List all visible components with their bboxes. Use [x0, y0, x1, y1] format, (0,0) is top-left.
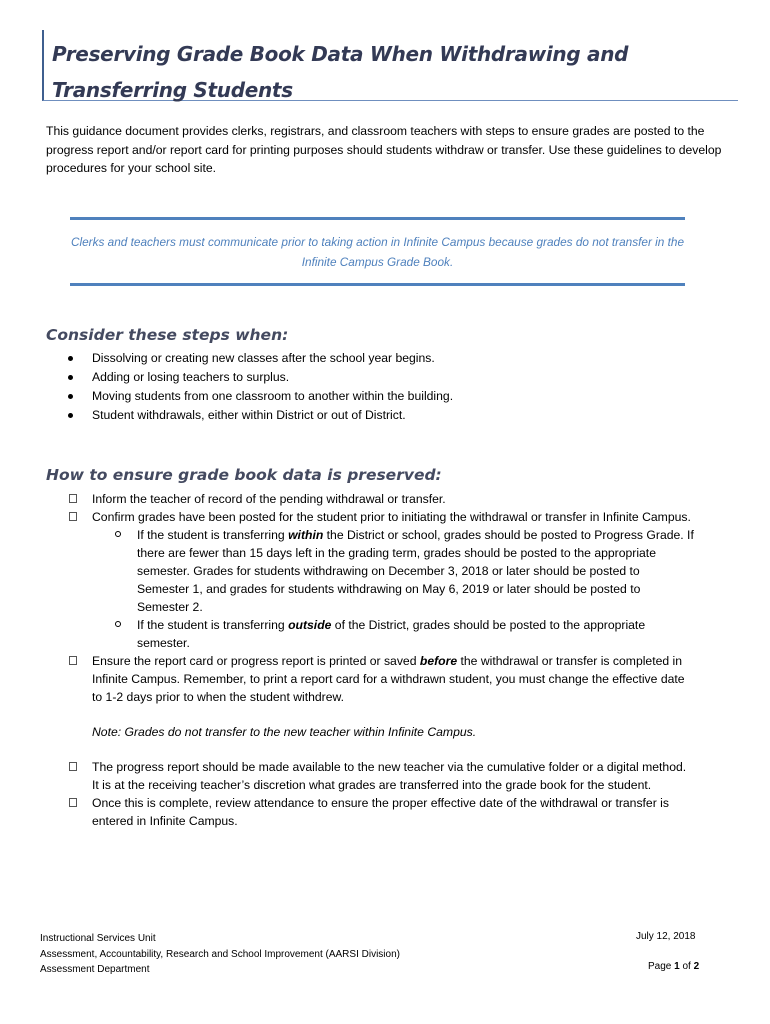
page-title	[52, 36, 732, 108]
checkbox-icon	[69, 798, 77, 807]
bullet-icon	[68, 356, 73, 361]
preserve-heading: How to ensure grade book data is preserved:	[46, 466, 442, 484]
footer-line: Assessment, Accountability, Research and School Improvement (AARSI Division)	[40, 948, 400, 960]
checkbox-icon	[69, 512, 77, 521]
callout-text: Clerks and teachers must communicate prior to taking action in Infinite Campus because grades do not transfer in the Infinite Campus Grade Book.	[70, 235, 685, 269]
preserve-steps	[64, 490, 694, 830]
footer-line: Instructional Services Unit	[40, 933, 156, 944]
title-line-1: Preserving Grade Book Data When Withdrawing and	[52, 42, 629, 66]
footer-date: July 12, 2018	[636, 931, 696, 942]
page-number: Page 1 of 2	[648, 961, 700, 972]
intro-paragraph: This guidance document provides clerks, registrars, and classroom teachers with steps to ensure grades are posted to the progress report and/or report card for printing purposes should students withdraw or transfer. Use these guidelines to develop procedures for your school site.	[46, 124, 722, 175]
sub-step-item: If the student is transferring within the District or school, grades should be posted to Progress Grade. If there are fewer than 15 days left in the grading term, grades should be posted to the appropriate semester. Grades for students withdrawing on December 3, 2018 or later should be posted to Semester 1, and grades for students withdrawing on May 6, 2019 or later should be posted to Semester 2.	[64, 526, 694, 616]
bullet-icon	[68, 394, 73, 399]
step-item: Inform the teacher of record of the pending withdrawal or transfer.	[64, 490, 694, 508]
checkbox-icon	[69, 494, 77, 503]
bullet-icon	[68, 413, 73, 418]
checkbox-icon	[69, 656, 77, 665]
note-text: Note: Grades do not transfer to the new teacher within Infinite Campus.	[92, 725, 477, 739]
list-item: Moving students from one classroom to another within the building.	[64, 387, 704, 406]
step-item: Ensure the report card or progress report is printed or saved before the withdrawal or transfer is completed in Infinite Campus. Remember, to print a report card for a withdrawn student, you must change the effective date to 1-2 days prior to when the student withdrew.	[64, 652, 694, 706]
checkbox-icon	[69, 762, 77, 771]
footer-line: Assessment Department	[40, 964, 150, 975]
callout-bottom-rule	[70, 283, 685, 286]
list-item: Student withdrawals, either within District or out of District.	[64, 406, 704, 425]
footer-department	[40, 931, 400, 978]
step-item: Once this is complete, review attendance to ensure the proper effective date of the withdrawal or transfer is entered in Infinite Campus.	[64, 794, 694, 830]
title-line-2: Transferring Students	[52, 78, 293, 102]
list-item: Adding or losing teachers to surplus.	[64, 368, 704, 387]
bullet-icon	[68, 375, 73, 380]
step-item: The progress report should be made available to the new teacher via the cumulative folder or a digital method. It is at the receiving teacher’s discretion what grades are transferred into the grade book for the student.	[64, 758, 694, 794]
callout-top-rule	[70, 217, 685, 220]
sub-step-item: If the student is transferring outside of the District, grades should be posted to the appropriate semester.	[64, 616, 694, 652]
step-item: Confirm grades have been posted for the student prior to initiating the withdrawal or transfer in Infinite Campus.	[64, 508, 694, 526]
list-item: Dissolving or creating new classes after the school year begins.	[64, 349, 704, 368]
title-block	[42, 30, 738, 101]
consider-heading: Consider these steps when:	[46, 326, 289, 344]
consider-list	[64, 349, 704, 425]
circle-bullet-icon	[115, 621, 121, 627]
circle-bullet-icon	[115, 531, 121, 537]
